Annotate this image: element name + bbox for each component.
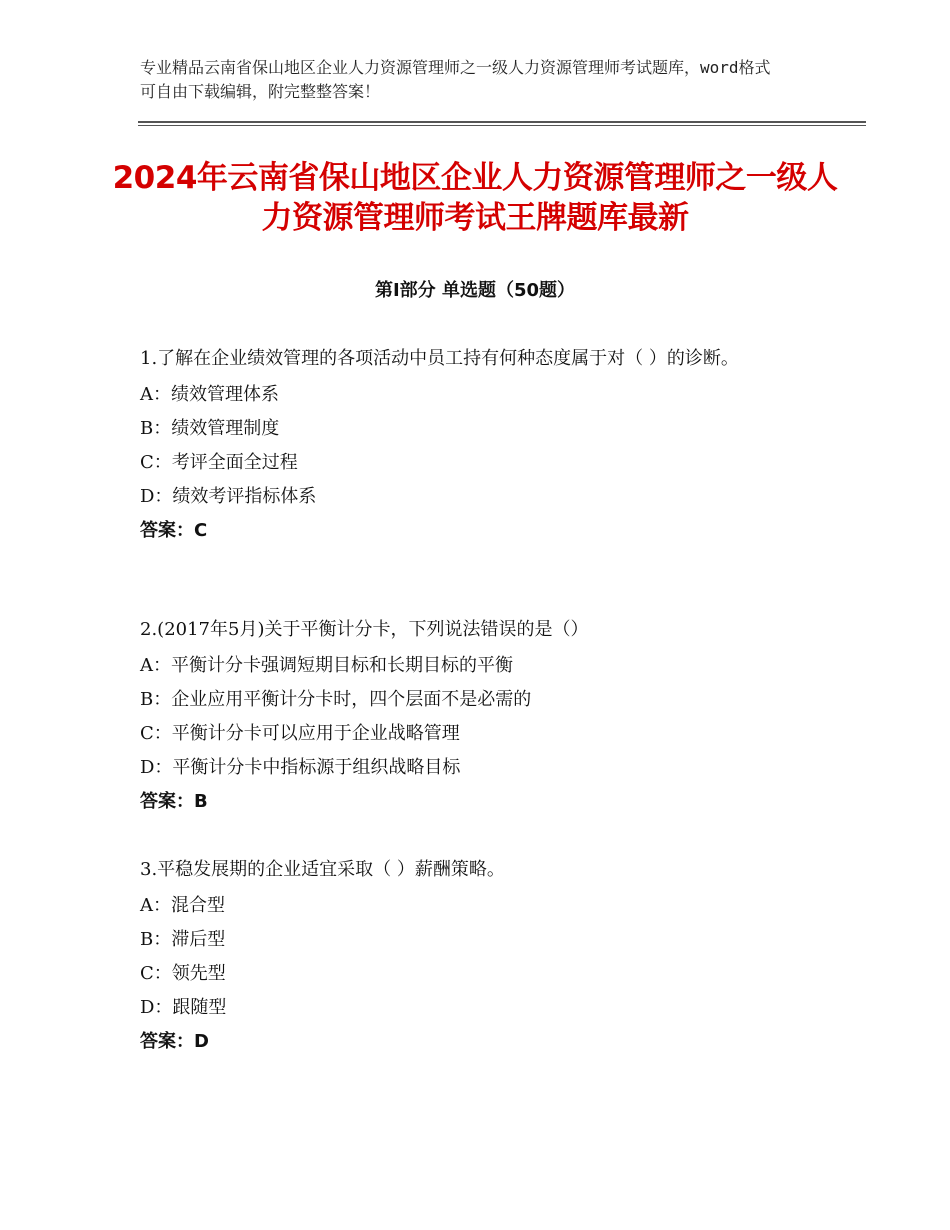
- question-stem: 1.了解在企业绩效管理的各项活动中员工持有何种态度属于对（ ）的诊断。: [140, 348, 739, 369]
- option-c: C：领先型: [140, 963, 226, 984]
- option-d: D：平衡计分卡中指标源于组织战略目标: [140, 757, 461, 778]
- answer: 答案：B: [140, 791, 208, 812]
- header-note: 专业精品云南省保山地区企业人力资源管理师之一级人力资源管理师考试题库，word格式可自由下载编辑，附完整整答案！: [140, 58, 771, 101]
- option-d: D：跟随型: [140, 997, 227, 1018]
- header-divider: [138, 121, 866, 123]
- question-1: [140, 344, 820, 548]
- document-title: 2024年云南省保山地区企业人力资源管理师之一级人力资源管理师考试王牌题库最新: [112, 160, 838, 236]
- option-c: C：考评全面全过程: [140, 452, 298, 473]
- option-c: C：平衡计分卡可以应用于企业战略管理: [140, 723, 460, 744]
- question-stem: 2.(2017年5月)关于平衡计分卡，下列说法错误的是（）: [140, 619, 589, 640]
- option-d: D：绩效考评指标体系: [140, 486, 317, 507]
- option-b: B：绩效管理制度: [140, 418, 280, 439]
- question-stem: 3.平稳发展期的企业适宜采取（ ）薪酬策略。: [140, 859, 505, 880]
- option-b: B：企业应用平衡计分卡时，四个层面不是必需的: [140, 689, 532, 710]
- option-a: A：平衡计分卡强调短期目标和长期目标的平衡: [140, 655, 513, 676]
- question-3: [140, 855, 820, 1059]
- header-divider-thin: [138, 125, 866, 126]
- option-a: A：绩效管理体系: [140, 384, 279, 405]
- option-b: B：滞后型: [140, 929, 226, 950]
- option-a: A：混合型: [140, 895, 225, 916]
- answer: 答案：D: [140, 1031, 209, 1052]
- answer: 答案：C: [140, 520, 208, 541]
- section-heading: 第Ⅰ部分 单选题（50题）: [374, 280, 575, 301]
- question-2: [140, 615, 820, 819]
